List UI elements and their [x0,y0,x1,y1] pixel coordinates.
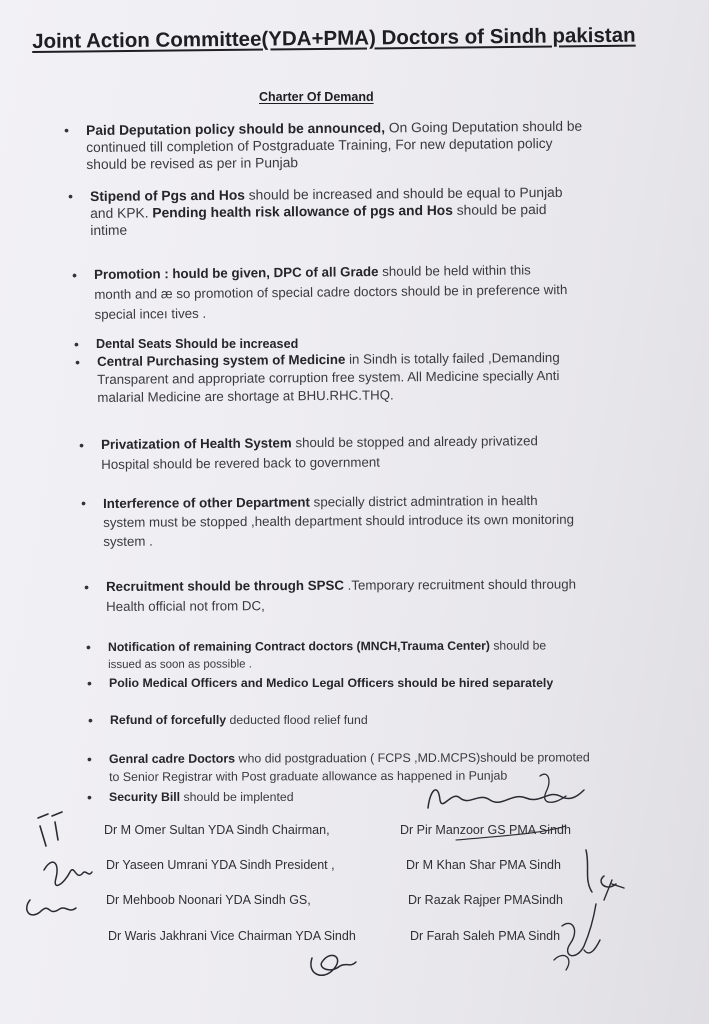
signatory-name: Dr Waris Jakhrani Vice Chairman YDA Sindh [108,929,356,943]
signatory-name: Dr Pir Manzoor GS PMA Sindh [400,823,571,837]
bullet-icon: • [72,267,78,284]
demand-text: Transparent and appropriate corruption free system. All Medicine specially Anti [97,367,560,387]
bullet-icon: • [79,437,85,454]
demand-heading: Promotion : hould be given, DPC of all Grade [94,264,379,282]
demand-text: should be stopped and already privatized [291,433,538,451]
bullet-icon: • [74,336,79,352]
demand-text: system . [103,533,153,549]
demand-heading: Dental Seats Should be increased [96,337,299,351]
demand-text: who did postgraduation ( FCPS ,MD.MCPS)should be promoted [235,750,590,766]
demand-text: should be increased and should be equal to Punjab [244,184,563,203]
demand-text: to Senior Registrar with Post graduate allowance as happened in Punjab [109,768,508,784]
bullet-icon: • [81,495,87,512]
demand-text: system must be stopped ,health department should introduce its own monitoring [103,511,575,530]
demand-heading: Recruitment should be through SPSC [106,577,344,594]
demand-text: continued till completion of Postgraduate Training, For new deputation policy [86,135,553,155]
document-subtitle: Charter Of Demand [259,90,374,104]
signatory-name: Dr Farah Saleh PMA Sindh [410,929,561,943]
demand-text: should be [489,638,547,653]
demand-heading: Central Purchasing system of Medicine [97,351,346,369]
bullet-icon: • [84,579,90,596]
demand-heading: Genral cadre Doctors [109,751,236,766]
demand-text: malarial Medicine are shortage at BHU.RHC.THQ. [97,387,394,405]
demand-heading: Notification of remaining Contract doctors (MNCH,Trauma Center) [108,638,490,654]
demand-text: should be paid [452,202,547,218]
demand-heading: Privatization of Health System [101,435,292,452]
demand-heading: Interference of other Department [103,494,311,511]
signatory-name: Dr Mehboob Noonari YDA Sindh GS, [106,893,311,907]
bullet-icon: • [86,639,91,656]
bullet-icon: • [87,789,92,805]
demand-heading: Pending health risk allowance of pgs and Hos [152,202,453,221]
bullet-icon: • [87,675,92,691]
bullet-icon: • [88,712,93,728]
demand-text: Health official not from DC, [106,598,265,614]
signatory-name: Dr M Khan Shar PMA Sindh [406,858,561,872]
demand-text: should be held within this [378,262,531,280]
demand-text: deducted flood relief fund [226,713,368,727]
signatory-name: Dr Yaseen Umrani YDA Sindh President , [106,858,335,872]
bullet-icon: • [75,354,81,371]
signatory-name: Dr Razak Rajper PMASindh [408,893,563,907]
demand-text: in Sindh is totally failed ,Demanding [345,349,560,367]
signatory-name: Dr M Omer Sultan YDA Sindh Chairman, [104,823,330,837]
demand-heading: Polio Medical Officers and Medico Legal Officers should be hired separately [109,676,554,690]
bullet-icon: • [64,122,70,139]
bullet-icon: • [87,751,92,768]
document-title: Joint Action Committee(YDA+PMA) Doctors of Sindh pakistan [32,23,636,53]
bullet-icon: • [68,188,74,205]
demand-text: and KPK. [90,205,153,221]
demand-text: .Temporary recruitment should through [343,576,577,593]
demand-text: intime [90,222,128,238]
demand-heading: Refund of forcefully [110,713,227,727]
demand-text: Hospital should be revered back to government [101,454,380,472]
demand-text: should be implented [180,790,294,804]
demand-text: On Going Deputation should be [384,118,583,136]
demand-text: should be revised as per in Punjab [86,155,299,172]
demand-text: special inceı tives . [94,305,207,322]
demand-heading: Paid Deputation policy should be announced, [86,120,386,138]
demand-heading: Stipend of Pgs and Hos [90,187,245,204]
demand-text: specially district admintration in health [309,492,538,510]
demand-heading: Security Bill [109,790,181,804]
demand-text: issued as soon as possible . [108,658,252,671]
demand-text: month and æ so promotion of special cadre doctors should be in preference with [94,282,568,302]
